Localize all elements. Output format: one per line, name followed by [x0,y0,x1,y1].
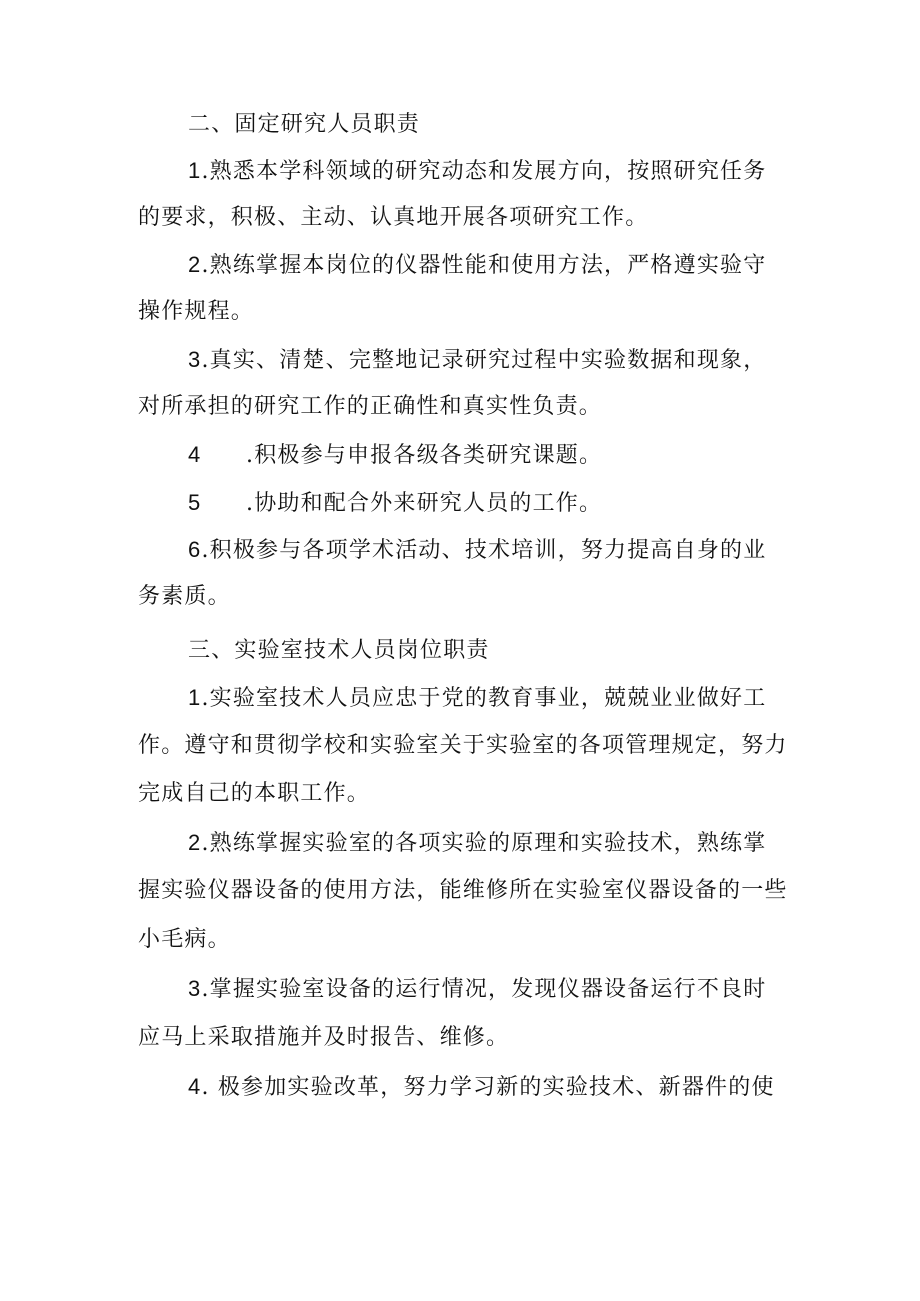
item-text: .实验室技术人员应忠于党的教育事业，兢兢业业做好工 [201,686,767,711]
item-text: .掌握实验室设备的运行情况，发现仪器设备运行不良时 [201,977,767,1002]
item-text: .熟悉本学科领域的研究动态和发展方向，按照研究任务 [201,159,767,184]
list-item [188,974,766,1005]
list-item [188,345,766,376]
list-item [188,535,766,566]
item-number: 1 [188,685,202,710]
list-item [188,488,602,519]
item-number: 2 [188,252,202,277]
list-item [188,250,766,281]
item-continuation: 对所承担的研究工作的正确性和真实性负责。 [138,394,603,419]
item-number: 1 [188,158,202,183]
item-text: . 极参加实验改革，努力学习新的实验技术、新器件的使 [201,1075,775,1100]
section-heading: 三、实验室技术人员岗位职责 [188,638,490,663]
item-text: .积极参与申报各级各类研究课题。 [246,443,603,468]
item-continuation: 作。遵守和贯彻学校和实验室关于实验室的各项管理规定，努力 [138,733,788,758]
item-continuation: 的要求，积极、主动、认真地开展各项研究工作。 [138,205,649,230]
item-text: .真实、清楚、完整地记录研究过程中实验数据和现象， [201,348,767,373]
item-continuation: 小毛病。 [138,927,231,952]
item-number: 2 [188,830,202,855]
item-text: .积极参与各项学术活动、技术培训，努力提高自身的业 [201,538,767,563]
list-item [188,683,766,714]
item-continuation: 操作规程。 [138,299,255,324]
item-number: 5 [188,490,202,515]
list-item [188,440,602,471]
item-text: .协助和配合外来研究人员的工作。 [246,491,603,516]
item-number: 4 [188,442,202,467]
item-number: 3 [188,976,202,1001]
item-text: .熟练掌握本岗位的仪器性能和使用方法，严格遵实验守 [201,253,767,278]
item-continuation: 完成自己的本职工作。 [138,781,371,806]
item-number: 3 [188,347,202,372]
item-number: 4 [188,1074,202,1099]
list-item [188,1072,775,1103]
item-number: 6 [188,537,202,562]
item-continuation: 务素质。 [138,584,231,609]
item-continuation: 应马上采取措施并及时报告、维修。 [138,1025,510,1050]
list-item [188,828,766,859]
item-continuation: 握实验仪器设备的使用方法，能维修所在实验室仪器设备的一些 [138,878,788,903]
item-text: .熟练掌握实验室的各项实验的原理和实验技术，熟练掌 [201,831,767,856]
section-heading: 二、固定研究人员职责 [188,112,421,137]
list-item [188,156,766,187]
